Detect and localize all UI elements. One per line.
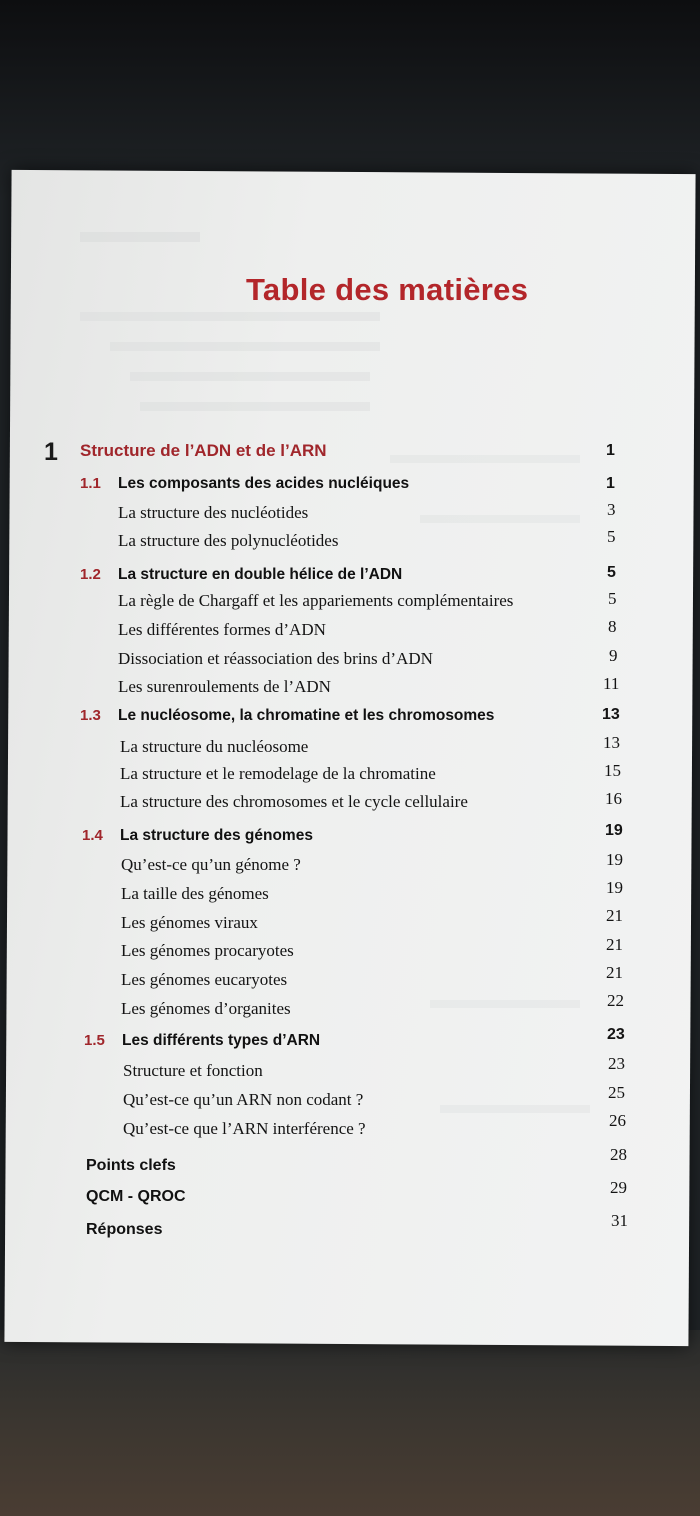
toc-entry-page: 23 bbox=[608, 1054, 625, 1073]
toc-entry-page: 19 bbox=[606, 850, 623, 869]
section-number: 1.2 bbox=[80, 566, 101, 583]
section-heading bbox=[80, 707, 494, 725]
section-number: 1.5 bbox=[84, 1032, 105, 1049]
section-title: La structure des génomes bbox=[120, 827, 313, 844]
toc-entry-page: 13 bbox=[603, 733, 620, 752]
toc-entry: La structure du nucléosome bbox=[120, 737, 309, 756]
toc-entry: La structure des polynucléotides bbox=[118, 531, 339, 550]
toc-entry-page: 21 bbox=[606, 935, 623, 954]
toc-entry: Les génomes viraux bbox=[121, 913, 258, 932]
toc-entry-page: 19 bbox=[606, 878, 623, 897]
toc-entry-page: 5 bbox=[608, 589, 617, 608]
toc-entry: Les génomes eucaryotes bbox=[121, 970, 288, 989]
toc-entry: La structure des chromosomes et le cycle cellulaire bbox=[120, 792, 468, 811]
toc-entry-page: 26 bbox=[609, 1111, 626, 1130]
section-page: 13 bbox=[602, 706, 620, 723]
section-page: 23 bbox=[607, 1026, 625, 1043]
toc-entry-page: 22 bbox=[607, 991, 624, 1010]
section-number: 1.3 bbox=[80, 707, 101, 724]
toc-misc-page: 31 bbox=[611, 1211, 628, 1230]
toc-entry-page: 16 bbox=[605, 789, 622, 808]
toc-entry: Qu’est-ce qu’un ARN non codant ? bbox=[123, 1090, 364, 1109]
section-heading bbox=[82, 827, 313, 845]
toc-entry-page: 5 bbox=[607, 527, 616, 546]
toc-entry: Les surenroulements de l’ADN bbox=[118, 677, 331, 696]
toc-entry: La structure et le remodelage de la chromatine bbox=[120, 764, 436, 783]
toc-entry: Les génomes d’organites bbox=[121, 999, 291, 1018]
toc-entry: La règle de Chargaff et les appariements complémentaires bbox=[118, 591, 514, 610]
toc-misc-entry: QCM - QROC bbox=[86, 1188, 186, 1205]
section-number: 1.4 bbox=[82, 827, 103, 844]
section-heading bbox=[84, 1032, 320, 1050]
toc-entry-page: 25 bbox=[608, 1083, 625, 1102]
toc-entry: Structure et fonction bbox=[123, 1061, 263, 1080]
section-heading bbox=[80, 475, 409, 493]
chapter-title: Structure de l’ADN et de l’ARN bbox=[80, 441, 327, 460]
toc-entry: Qu’est-ce que l’ARN interférence ? bbox=[123, 1119, 366, 1138]
toc-misc-entry: Points clefs bbox=[86, 1157, 176, 1174]
section-number: 1.1 bbox=[80, 475, 101, 492]
toc-misc-entry: Réponses bbox=[86, 1221, 163, 1238]
toc-misc-page: 28 bbox=[610, 1145, 627, 1164]
toc-entry: Les différentes formes d’ADN bbox=[118, 620, 326, 639]
toc-entry: Qu’est-ce qu’un génome ? bbox=[121, 855, 301, 874]
toc-entry-page: 8 bbox=[608, 617, 617, 636]
page-title: Table des matières bbox=[246, 272, 529, 307]
toc-entry-page: 9 bbox=[609, 646, 618, 665]
section-heading bbox=[80, 566, 402, 584]
toc-misc-page: 29 bbox=[610, 1178, 627, 1197]
section-title: Le nucléosome, la chromatine et les chromosomes bbox=[118, 707, 495, 724]
toc-entry-page: 21 bbox=[606, 906, 623, 925]
toc-entry-page: 21 bbox=[606, 963, 623, 982]
toc-entry: Dissociation et réassociation des brins d’ADN bbox=[118, 649, 433, 668]
toc-entry-page: 11 bbox=[603, 674, 620, 693]
toc-entry: La taille des génomes bbox=[121, 884, 269, 903]
section-page: 5 bbox=[607, 564, 616, 581]
toc-entry-page: 15 bbox=[604, 761, 621, 780]
toc-entry: La structure des nucléotides bbox=[118, 503, 309, 522]
background-table-surface bbox=[0, 1330, 700, 1516]
section-title: Les différents types d’ARN bbox=[122, 1032, 321, 1049]
chapter-number: 1 bbox=[44, 438, 58, 466]
chapter-page: 1 bbox=[606, 442, 615, 459]
toc-entry: Les génomes procaryotes bbox=[121, 941, 294, 960]
section-page: 1 bbox=[606, 475, 615, 492]
section-title: La structure en double hélice de l’ADN bbox=[118, 566, 403, 583]
section-title: Les composants des acides nucléiques bbox=[118, 475, 410, 492]
section-page: 19 bbox=[605, 822, 623, 839]
toc-entry-page: 3 bbox=[607, 500, 616, 519]
